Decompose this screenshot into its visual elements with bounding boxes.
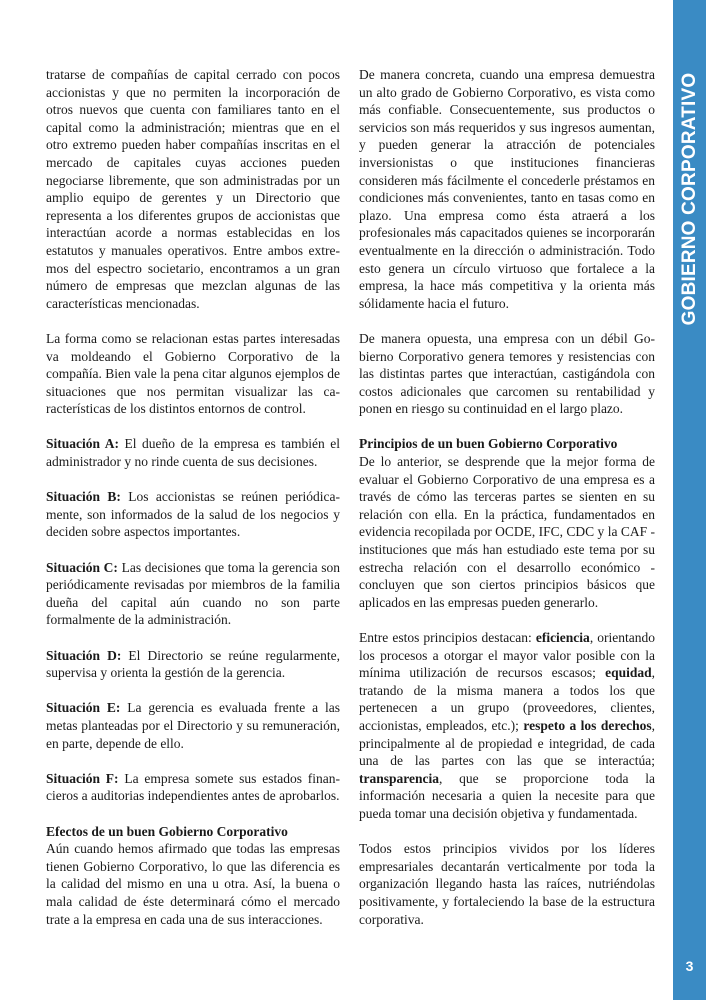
principle-term: respeto a los derechos <box>523 717 652 733</box>
principle-term: eficiencia <box>535 630 590 645</box>
principles-paragraph <box>359 629 655 823</box>
situation-label: Situación C: <box>46 559 118 575</box>
situation-label: Situación D: <box>46 647 122 663</box>
paragraph: De lo anterior, se desprende que la mejor forma de evaluar el Gobierno Corporativo de una empresa es a través de cómo las terceras partes se sienten en su relación con ella. En la práctica, fundamentados en evidencia recopilada por OCDE, IFC, CDC y la CAF - instituciones que más han estudiado este tema por su estrecha relación con el desarrollo económico - concluyen que son ciertos principios básicos que aplicados en las empresas pueden generarlo. <box>359 454 655 610</box>
sidebar-title <box>673 64 706 334</box>
situation-label: Situación A: <box>46 436 120 452</box>
text-run: Entre estos principios destacan: <box>359 630 536 645</box>
situation-text: La gerencia es evaluada frente a las metas planteadas por el Directorio y su remuneración, en parte, depende de ello. <box>46 700 340 751</box>
text-run: , tratando de la misma manera a todos los que pertenecen a un grupo (proveedores, clientes, accionistas, empleados, etc.); <box>359 665 655 733</box>
section-heading-efectos: Efectos de un buen Gobierno Corporativo <box>46 823 288 839</box>
principle-term: equidad <box>605 665 652 681</box>
section-heading-principios: Principios de un buen Gobierno Corporativo <box>359 436 618 452</box>
text-run: , orientando los procesos a otorgar el mayor valor posible con la mínima utilización de recursos escasos; <box>359 630 656 681</box>
paragraph: De manera opuesta, una empresa con un débil Gobierno Corporativo genera temores y resistencias con las distintas partes que interactúan, castigándola con costos adicionales que carcomen su rentabilidad y ponen en riesgo su continuidad en el largo plazo. <box>359 330 655 417</box>
sidebar-title-text: GOBIERNO CORPORATIVO <box>678 72 700 326</box>
situation-label: Situación E: <box>46 700 121 716</box>
paragraph: Aún cuando hemos afirmado que todas las empresas tienen Gobierno Corporativo, lo que las diferencia es la calidad del mismo en una u otra. Así, la buena o mala calidad de éste determinará cómo el mercado trate a la empresa en cada una de sus interacciones. <box>46 841 340 927</box>
situation-label: Situación B: <box>46 489 121 505</box>
principle-term: transparencia <box>359 770 439 786</box>
situation-text: Los accionistas se reúnen periódicamente, son informados de la salud de los negocios y deciden sobre aspectos importantes. <box>46 489 340 540</box>
paragraph: La forma como se relacionan estas partes interesadas va moldeando el Gobierno Corporativo de la compañía. Bien vale la pena citar algunos ejemplos de situaciones que nos permitan visualizar las características de los distintos entornos de control. <box>46 330 340 417</box>
situation-c <box>46 559 340 629</box>
paragraph: tratarse de compañías de capital cerrado con pocos accionistas y que no permiten la incorporación de otros nuevos que cuenta con familiares tanto en el capital como la administración; mientras que en el otro extremo pueden haber compañías inscritas en el mercado de capitales cuyas acciones pueden negociarse libremente, que son administradas por un amplio equipo de gerentes y un Directorio que representa a los diferentes grupos de accionistas que interactúan acorde a normas establecidas en los estatutos y manuales operativos. Entre ambos extremos del espectro societario, encontramos a un gran número de empresas que mezclan algunas de las características mencionadas. <box>46 67 340 311</box>
right-column <box>359 66 655 946</box>
situation-a <box>46 435 340 470</box>
situation-label: Situación F: <box>46 770 119 786</box>
situation-text: Las decisiones que toma la gerencia son periódicamente revisadas por miembros de la familia dueña del capital aún cuando no son parte formalmente de la administración. <box>46 559 340 628</box>
situation-f <box>46 770 340 805</box>
text-run: , que se proporcione toda la información necesaria a quien la necesite para que pueda tomar una decisión objetiva y fundamentada. <box>359 770 655 821</box>
left-column <box>46 66 340 946</box>
sidebar-band <box>673 0 706 1000</box>
situation-e <box>46 699 340 752</box>
situation-text: La empresa somete sus estados financieros a auditorias independientes antes de aprobarlos. <box>46 770 340 804</box>
paragraph: De manera concreta, cuando una empresa demuestra un alto grado de Gobierno Corporativo, es vista como más confiable. Consecuentemente, sus productos o servicios son más requeridos y sus ingresos aumentan, y pueden generar la atracción de potenciales inversionistas o que instituciones financieras consideren más fácilmente el concederle préstamos en condiciones más convenientes, tanto en tasas como en plazo. Una empresa como ésta atraerá a los profesionales más capacitados quienes se incorporarán eventualmente en la dirección o administración. Todo esto genera un círculo virtuoso que fortalece a la empresa, la hace más competitiva y la orienta más sólidamente hacia el futuro. <box>359 67 655 311</box>
text-run: , principalmente al de propiedad e integridad, de cada una de las partes con las que se interactúa; <box>359 717 655 769</box>
situation-text: El Directorio se reúne regularmente, supervisa y orienta la gestión de la gerencia. <box>46 647 340 681</box>
situation-d <box>46 647 340 682</box>
situation-b <box>46 488 340 541</box>
situation-text: El dueño de la empresa es también el administrador y no rinde cuenta de sus decisiones. <box>46 436 340 470</box>
paragraph: Todos estos principios vividos por los líderes empresariales decantarán verticalmente por toda la organización llegando hasta las raíces, nutriéndolas positivamente, y fortaleciendo la base de la estructura corporativa. <box>359 841 655 927</box>
page-number: 3 <box>685 958 694 974</box>
